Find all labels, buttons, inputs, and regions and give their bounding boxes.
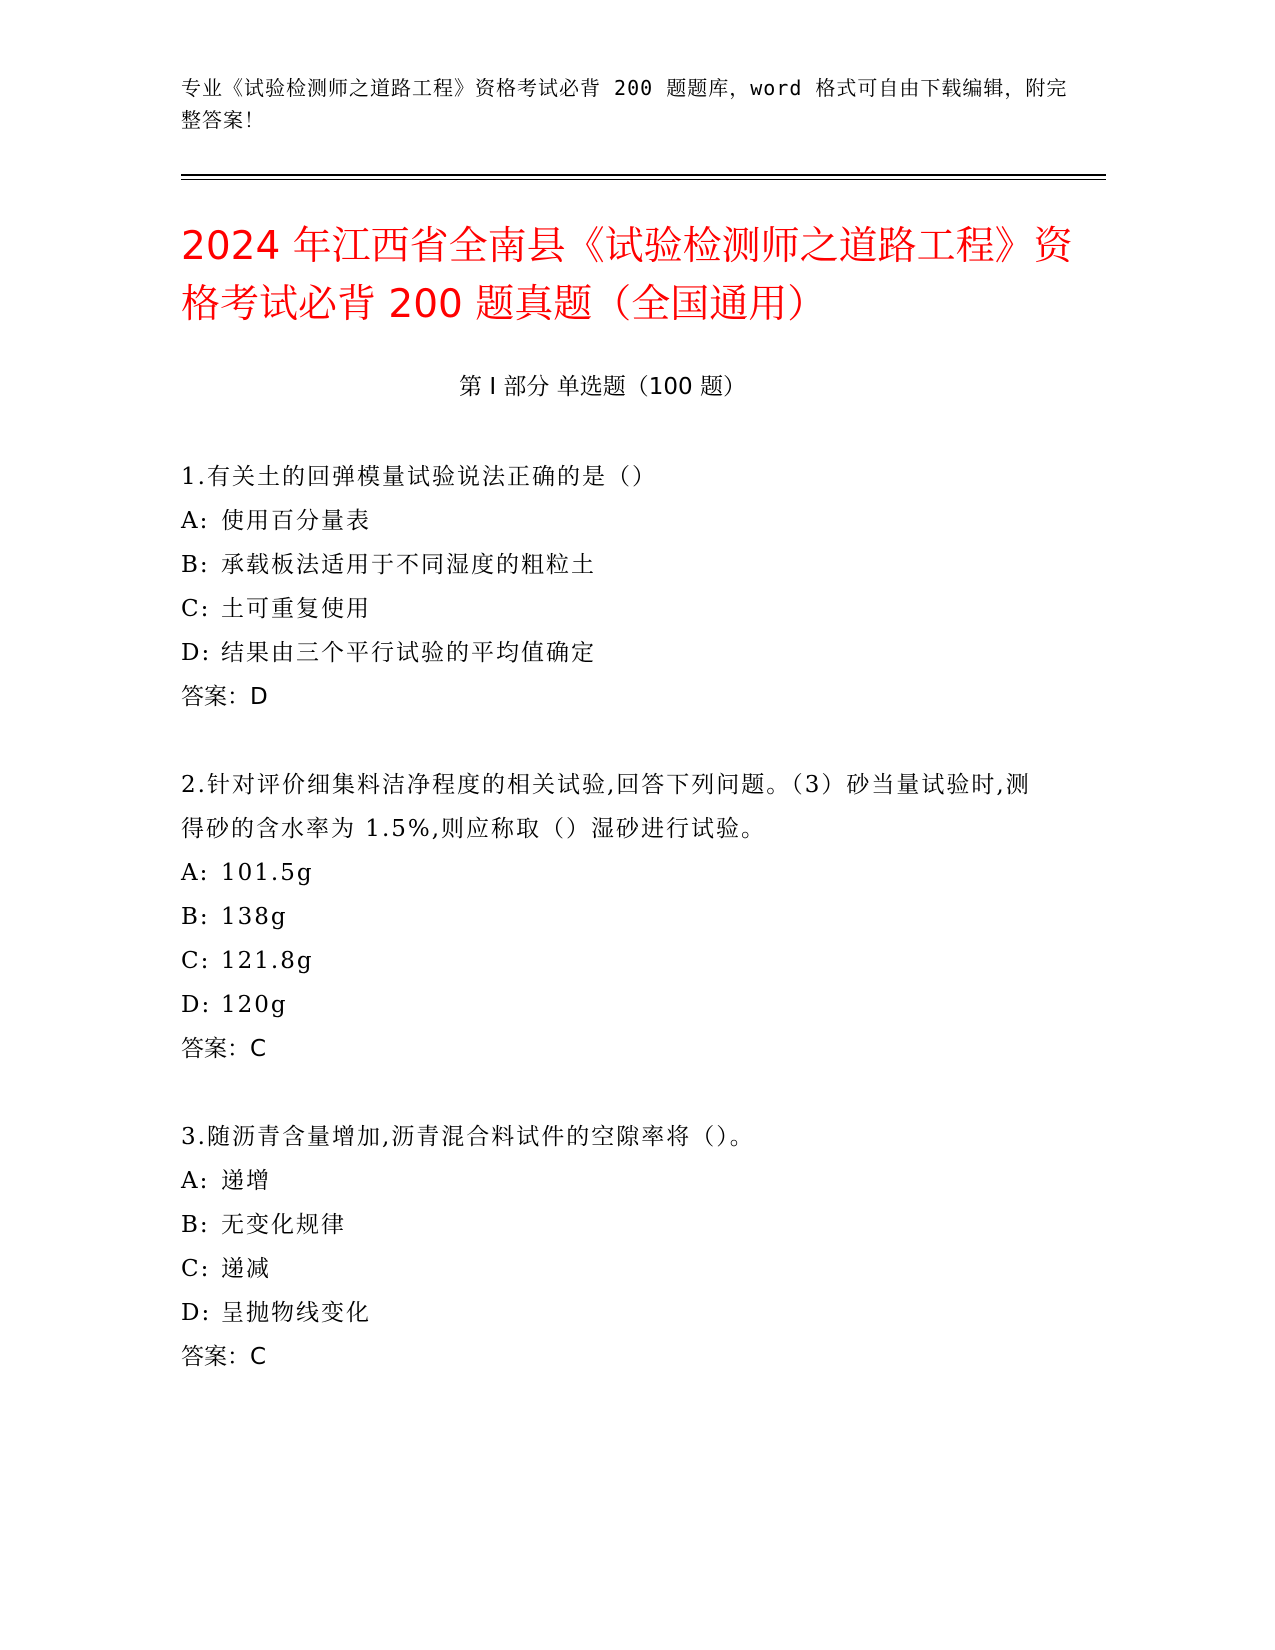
question-list (181, 455, 1041, 1423)
option-letter: C: (181, 1256, 211, 1282)
option-c (181, 939, 1041, 983)
option-letter: C: (181, 596, 211, 622)
option-text: 递增 (221, 1168, 271, 1194)
header-divider-thin (181, 179, 1106, 180)
answer-line: 答案：C (181, 1344, 267, 1370)
option-text: 承载板法适用于不同湿度的粗粒土 (221, 552, 596, 578)
option-text: 138g (221, 904, 288, 930)
option-text: 递减 (221, 1256, 271, 1282)
option-a (181, 851, 1041, 895)
option-text: 121.8g (221, 948, 314, 974)
question-1 (181, 455, 1041, 719)
header-note: 专业《试验检测师之道路工程》资格考试必背 200 题题库，word 格式可自由下载编辑，附完整答案！ (181, 76, 1068, 132)
header-divider-thick (181, 174, 1106, 176)
option-text: 101.5g (221, 860, 314, 886)
option-b (181, 1203, 1041, 1247)
option-letter: D: (181, 1300, 212, 1326)
question-stem: 2.针对评价细集料洁净程度的相关试验,回答下列问题。（3）砂当量试验时,测得砂的含水率为 1.5%,则应称取（）湿砂进行试验。 (181, 772, 1031, 842)
option-text: 土可重复使用 (221, 596, 371, 622)
option-letter: A: (181, 860, 210, 886)
option-letter: C: (181, 948, 211, 974)
option-letter: A: (181, 1168, 210, 1194)
option-text: 120g (221, 992, 288, 1018)
option-a (181, 499, 1041, 543)
option-d (181, 983, 1041, 1027)
option-text: 结果由三个平行试验的平均值确定 (221, 640, 596, 666)
question-stem: 1.有关土的回弹模量试验说法正确的是（） (181, 464, 657, 490)
answer-line: 答案：C (181, 1036, 267, 1062)
option-d (181, 631, 1041, 675)
option-text: 呈抛物线变化 (221, 1300, 371, 1326)
question-3 (181, 1115, 1041, 1379)
option-b (181, 895, 1041, 939)
question-stem: 3.随沥青含量增加,沥青混合料试件的空隙率将（）。 (181, 1124, 755, 1150)
option-letter: B: (181, 904, 210, 930)
section-title: 第 I 部分 单选题（100 题） (459, 374, 746, 400)
option-letter: A: (181, 508, 210, 534)
option-text: 使用百分量表 (221, 508, 371, 534)
option-b (181, 543, 1041, 587)
option-a (181, 1159, 1041, 1203)
option-letter: B: (181, 552, 210, 578)
option-c (181, 1247, 1041, 1291)
option-letter: D: (181, 992, 212, 1018)
document-title: 2024 年江西省全南县《试验检测师之道路工程》资格考试必背 200 题真题（全国通用） (181, 224, 1073, 327)
option-c (181, 587, 1041, 631)
option-letter: B: (181, 1212, 210, 1238)
answer-line: 答案：D (181, 684, 268, 710)
question-2 (181, 763, 1041, 1071)
option-letter: D: (181, 640, 212, 666)
option-text: 无变化规律 (221, 1212, 346, 1238)
option-d (181, 1291, 1041, 1335)
